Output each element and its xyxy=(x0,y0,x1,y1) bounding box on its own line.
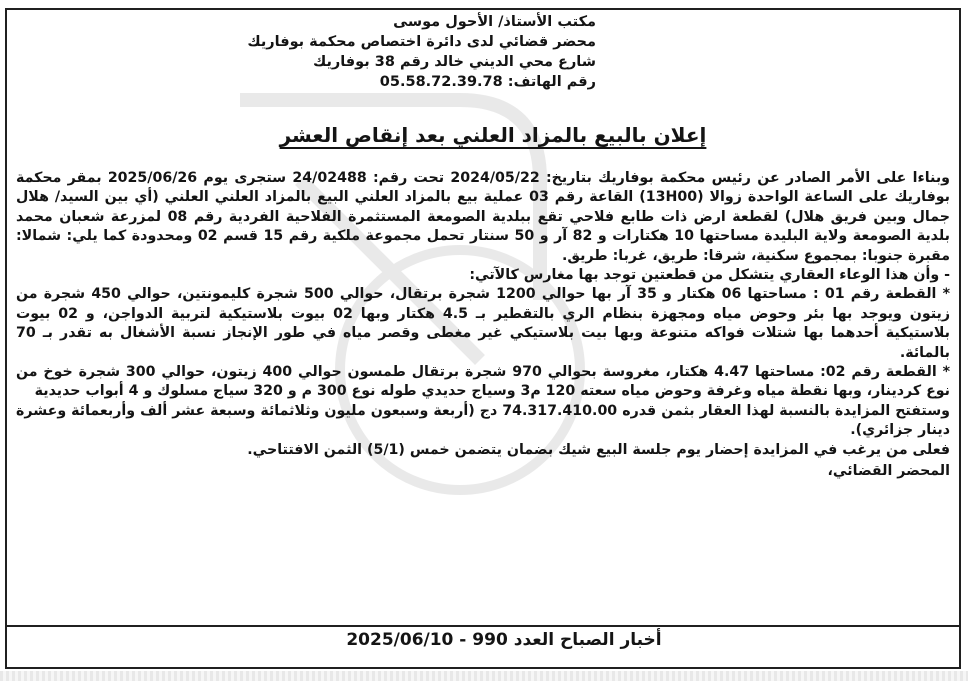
office-name: مكتب الأستاذ/ الأحول موسى xyxy=(393,14,596,30)
announcement-title-text: إعلان بالبيع بالمزاد العلني بعد إنقاص العشر xyxy=(279,123,707,147)
office-address: شارع محي الديني خالد رقم 38 بوفاريك xyxy=(312,54,596,70)
scan-edge-strip xyxy=(0,671,968,681)
bailiff-office-header xyxy=(16,12,950,92)
office-jurisdiction: محضر قضائي لدى دائرة اختصاص محكمة بوفاريك xyxy=(247,34,596,50)
newspaper-footer: أخبار الصباح العدد 990 - 2025/06/10 xyxy=(346,630,662,650)
announcement-title xyxy=(16,123,950,147)
paragraph-parcel-1: * القطعة رقم 01 : مساحتها 06 هكتار و 35 آر بها حوالي 1200 شجرة برتقال، حوالي 500 شجرة كليمونتين، حوالي 450 شجرة من زيتون ويوجد بها بئر وحوض مياه ومجهزة بنظام الري بالتقطير بـ 4.5 هكتار وبها 02 بيوت بلاستيكية لتربية الدواجن، و 02 بيوت بلاستيكية أحدهما بها شتلات فواكه متنوعة وبها بيت بلاستيكي غير مغطى وقصر مياه في طور الإنجاز نسبة الأشغال به تقدر بـ 70 بالمائة. xyxy=(16,286,951,361)
paragraph-guarantee: فعلى من يرغب في المزايدة إحضار يوم جلسة البيع شيك بضمان يتضمن خمس (5/1) الثمن الافتتاحي. xyxy=(247,441,950,458)
paragraph-parcels-intro: - وأن هذا الوعاء العقاري يتشكل من قطعتين توجد بها مغارس كالآتي: xyxy=(469,267,950,284)
paragraph-opening-price: وستفتح المزايدة بالنسبة لهذا العقار بثمن قدره 74.317.410.00 دج (أربعة وسبعون مليون وثلاثمائة وسبعة عشر ألف وأربعمائة وعشرة دينار جزائري). xyxy=(16,402,950,439)
announcement-content xyxy=(16,12,950,482)
footer-divider xyxy=(7,625,961,627)
office-phone: رقم الهاتف: 05.58.72.39.78 xyxy=(379,74,596,90)
signoff: المحضر القضائي، xyxy=(827,463,950,480)
announcement-body xyxy=(16,169,950,482)
paragraph-parcel-2: * القطعة رقم 02: مساحتها 4.47 هكتار، مغروسة بحوالي 970 شجرة برتقال طمسون حوالي 400 زيتون، حوالي 300 شجرة خوخ من نوع كردينار، وبها نقطة مياه وغرفة وحوض مياه سعته 120 م3 وسياج حديدي طوله نوع 300 م و 320 سياج مسلوك و 4 أبواب حديدية xyxy=(16,364,950,400)
paragraph-order-details: وبناءا على الأمر الصادر عن رئيس محكمة بوفاريك بتاريخ: 2024/05/22 تحت رقم: 24/02488 ستجرى يوم 2025/06/26 بمقر محكمة بوفاريك على الساعة الواحدة زوالا (13H00) القاعة رقم 03 عملية بيع بالمزاد العلني البيع بالمزاد العلني العلني (أي بين السيد/ هلال جمال وبين فريق هلال) لقطعة ارض ذات طابع فلاحي تقع ببلدية الصومعة المستثمرة الفلاحية الفردية رقم 08 لمزرعة شعبان محمد بلدية الصومعة ولاية البليدة مساحتها 10 هكتارات و 82 آر و 50 سنتار تحمل مجموعة ملكية رقم 15 قسم 02 ومحدودة كما يلي: شمالا: مقبرة جنوبا: بمجموع سكنية، شرقا: طريق، غربا: طريق. xyxy=(16,170,950,264)
